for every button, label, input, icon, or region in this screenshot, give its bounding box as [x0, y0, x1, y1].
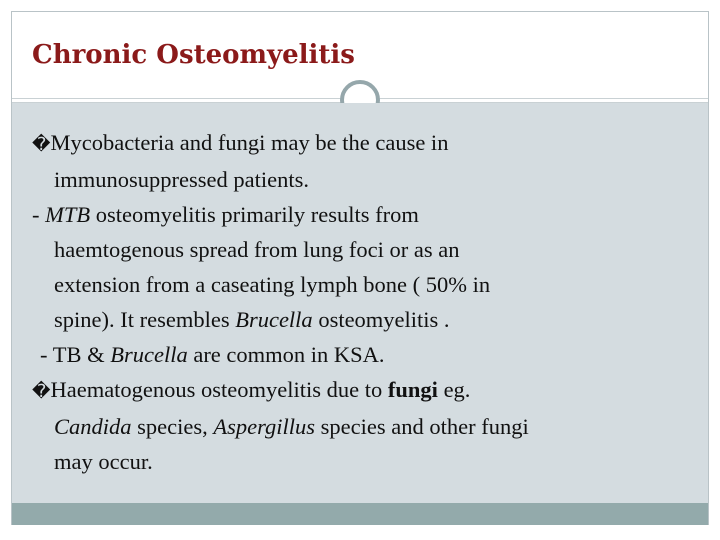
text-run: - [32, 202, 46, 227]
text-line [32, 267, 702, 302]
text-run: species and other fungi [315, 414, 529, 439]
text-line [32, 232, 702, 267]
text-run: may occur. [54, 449, 153, 474]
text-line [32, 444, 702, 479]
bullet-line [32, 125, 702, 162]
text-run: immunosuppressed patients. [54, 167, 309, 192]
bullet-line [32, 372, 702, 409]
footer-bar [12, 503, 708, 525]
text-run: are common in KSA. [187, 342, 385, 367]
text-line [32, 409, 702, 444]
text-run: eg. [437, 377, 471, 402]
text-run: extension from a caseating lymph bone ( 50% in [54, 272, 491, 297]
italic-term: Brucella [235, 307, 313, 332]
bullet-icon: � [32, 134, 51, 155]
italic-term: Candida [54, 414, 132, 439]
bold-term: fungi [387, 377, 438, 402]
text-line [32, 162, 702, 197]
italic-term: Aspergillus [213, 414, 316, 439]
italic-term: Brucella [110, 342, 188, 367]
text-run: Haematogenous osteomyelitis due to [50, 377, 388, 402]
text-run: spine). It resembles [54, 307, 236, 332]
bullet-icon: � [32, 381, 51, 402]
text-run: Mycobacteria and fungi may be the cause in [50, 130, 449, 155]
dash-line [32, 337, 702, 372]
text-run: - TB & [40, 342, 111, 367]
text-run: osteomyelitis . [312, 307, 450, 332]
text-line [32, 302, 702, 337]
text-run: osteomyelitis primarily results from [90, 202, 419, 227]
slide-title: Chronic Osteomyelitis [32, 40, 355, 70]
text-run: haemtogenous spread from lung foci or as an [54, 237, 460, 262]
content-area [12, 103, 708, 503]
body-text [32, 125, 702, 479]
text-run: species, [131, 414, 214, 439]
dash-line [32, 197, 702, 232]
italic-term: MTB [45, 202, 91, 227]
